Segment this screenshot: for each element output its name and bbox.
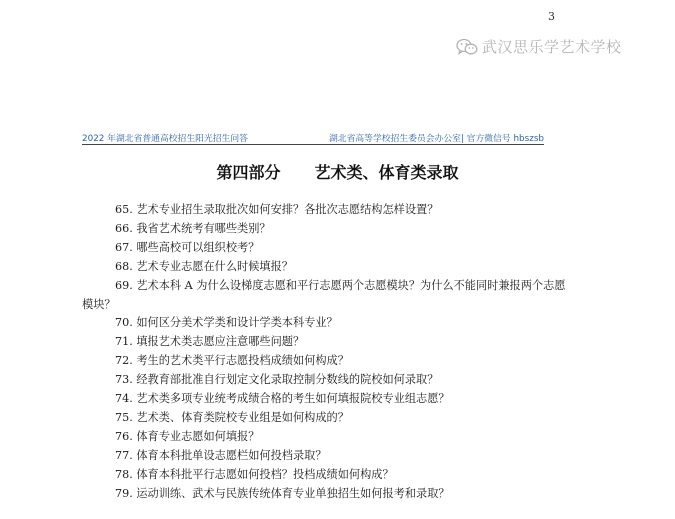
list-item: 79. 运动训练、武术与民族传统体育专业单独招生如何报考和录取？ <box>115 486 450 500</box>
list-item: 66. 我省艺术统考有哪些类别？ <box>115 221 271 235</box>
list-item: 68. 艺术专业志愿在什么时候填报？ <box>115 259 293 273</box>
watermark-text: 武汉思乐学艺术学校 <box>482 38 622 56</box>
list-item: 77. 体育本科批单设志愿栏如何投档录取？ <box>115 448 327 462</box>
page-number: 3 <box>548 10 555 23</box>
running-header <box>82 131 544 144</box>
header-left: 2022 年湖北省普通高校招生阳光招生问答 <box>82 134 248 144</box>
question-list <box>82 201 567 504</box>
list-item: 65. 艺术专业招生录取批次如何安排？各批次志愿结构怎样设置？ <box>115 203 439 216</box>
header-divider <box>82 144 544 145</box>
list-item: 76. 体育专业志愿如何填报？ <box>115 429 260 443</box>
list-item: 75. 艺术类、体育类院校专业组是如何构成的？ <box>115 410 349 424</box>
list-item: 70. 如何区分美术学类和设计学类本科专业？ <box>115 316 338 330</box>
list-item: 67. 哪些高校可以组织校考？ <box>115 240 260 254</box>
section-heading: 艺术类、体育类录取 <box>314 163 459 182</box>
list-item: 73. 经教育部批准自行划定文化录取控制分数线的院校如何录取？ <box>115 373 439 387</box>
list-item: 69. 艺术本科 A 为什么设梯度志愿和平行志愿两个志愿模块？为什么不能同时兼报两个志愿模块？ <box>82 278 566 311</box>
section-part: 第四部分 <box>216 163 281 182</box>
list-item: 74. 艺术类多项专业统考成绩合格的考生如何填报院校专业组志愿？ <box>115 392 450 406</box>
section-title <box>0 160 675 183</box>
list-item: 72. 考生的艺术类平行志愿投档成绩如何构成？ <box>115 354 349 368</box>
header-right: 湖北省高等学校招生委员会办公室| 官方微信号 hbszsb <box>328 134 544 144</box>
list-item: 78. 体育本科批平行志愿如何投档？投档成绩如何构成？ <box>115 467 394 481</box>
wechat-icon <box>456 38 478 56</box>
list-item: 71. 填报艺术类志愿应注意哪些问题？ <box>115 335 305 349</box>
watermark <box>456 36 622 57</box>
